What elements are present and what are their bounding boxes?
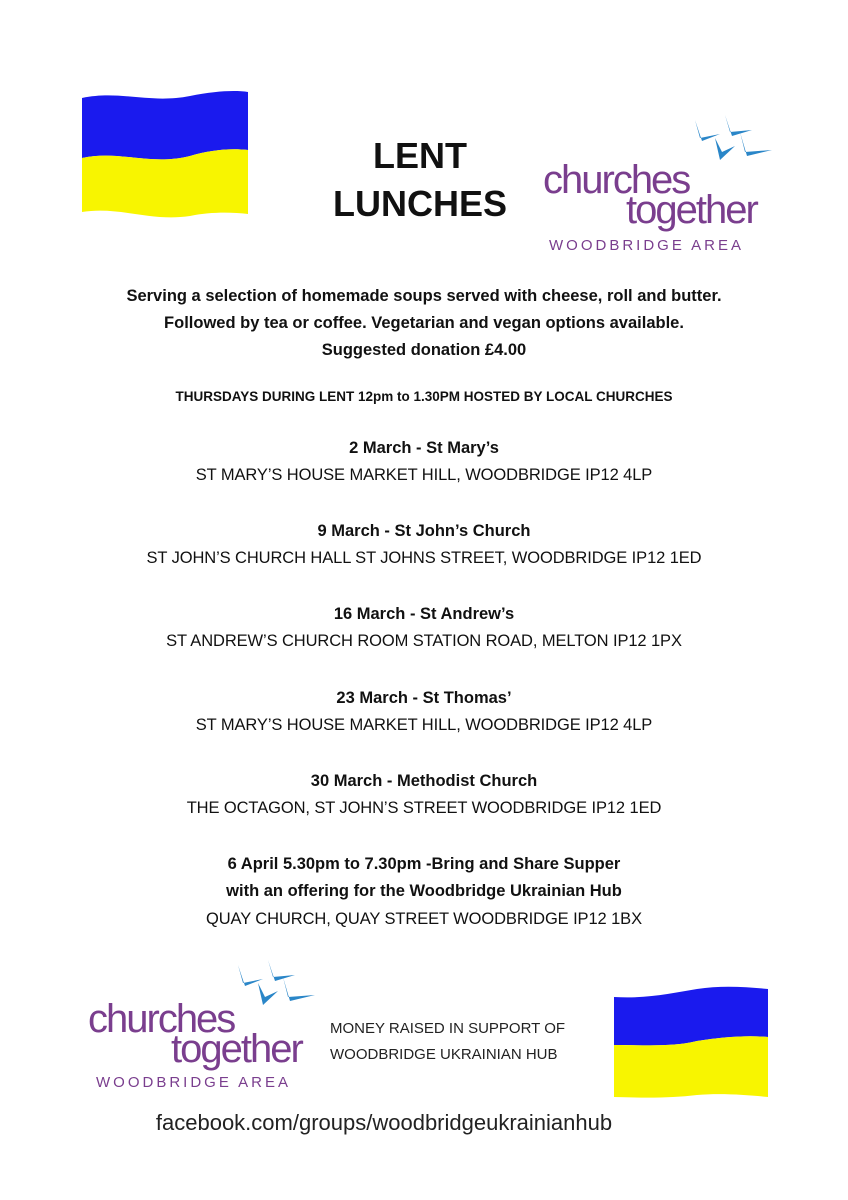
title-line-2: LUNCHES [332, 183, 507, 224]
facebook-link[interactable]: facebook.com/groups/woodbridgeukrainianhub [155, 1110, 613, 1135]
intro-line-3: Suggested donation £4.00 [321, 341, 527, 359]
event-address: ST ANDREW’S CHURCH ROOM STATION ROAD, MELTON IP12 1PX [166, 632, 682, 650]
logo-word-together: together [171, 1027, 302, 1071]
event-title [305, 132, 535, 228]
churches-together-logo-top [540, 110, 790, 260]
intro-line-1: Serving a selection of homemade soups served with cheese, roll and butter. [126, 287, 722, 305]
final-event-address: QUAY CHURCH, QUAY STREET WOODBRIDGE IP12 1BX [205, 910, 642, 928]
event-date-title: 9 March - St John’s Church [317, 522, 531, 540]
final-event-line-2: with an offering for the Woodbridge Ukrainian Hub [226, 882, 622, 900]
event-date-title: 2 March - St Mary’s [349, 439, 499, 457]
final-event-line-1: 6 April 5.30pm to 7.30pm -Bring and Share Supper [227, 855, 621, 873]
logo-area: WOODBRIDGE AREA [96, 1074, 292, 1091]
logo-area: WOODBRIDGE AREA [549, 237, 745, 254]
birds-icon [223, 955, 323, 1015]
title-line-1: LENT [373, 135, 467, 176]
event-address: THE OCTAGON, ST JOHN’S STREET WOODBRIDGE IP12 1ED [186, 799, 662, 817]
event-date-title: 16 March - St Andrew’s [333, 605, 515, 623]
churches-together-logo-bottom [88, 955, 328, 1095]
money-raised-note [330, 1016, 565, 1068]
event-date-title: 23 March - St Thomas’ [336, 689, 512, 707]
event-address: ST MARY’S HOUSE MARKET HILL, WOODBRIDGE IP12 4LP [195, 716, 653, 734]
event-address: ST MARY’S HOUSE MARKET HILL, WOODBRIDGE IP12 4LP [195, 466, 653, 484]
logo-word-together: together [626, 188, 757, 232]
logo-word-churches: churches [543, 158, 690, 202]
event-address: ST JOHN’S CHURCH HALL ST JOHNS STREET, WOODBRIDGE IP12 1ED [146, 549, 702, 567]
ukraine-flag-top [80, 88, 250, 218]
schedule-note: THURSDAYS DURING LENT 12pm to 1.30PM HOSTED BY LOCAL CHURCHES [175, 389, 673, 404]
logo-word-churches: churches [88, 997, 235, 1041]
money-line-1: MONEY RAISED IN SUPPORT OF [330, 1020, 566, 1037]
birds-icon [680, 110, 780, 170]
ukraine-flag-bottom [612, 985, 770, 1100]
event-date-title: 30 March - Methodist Church [310, 772, 538, 790]
intro-line-2: Followed by tea or coffee. Vegetarian and vegan options available. [164, 314, 684, 332]
money-line-2: WOODBRIDGE UKRAINIAN HUB [330, 1046, 558, 1063]
